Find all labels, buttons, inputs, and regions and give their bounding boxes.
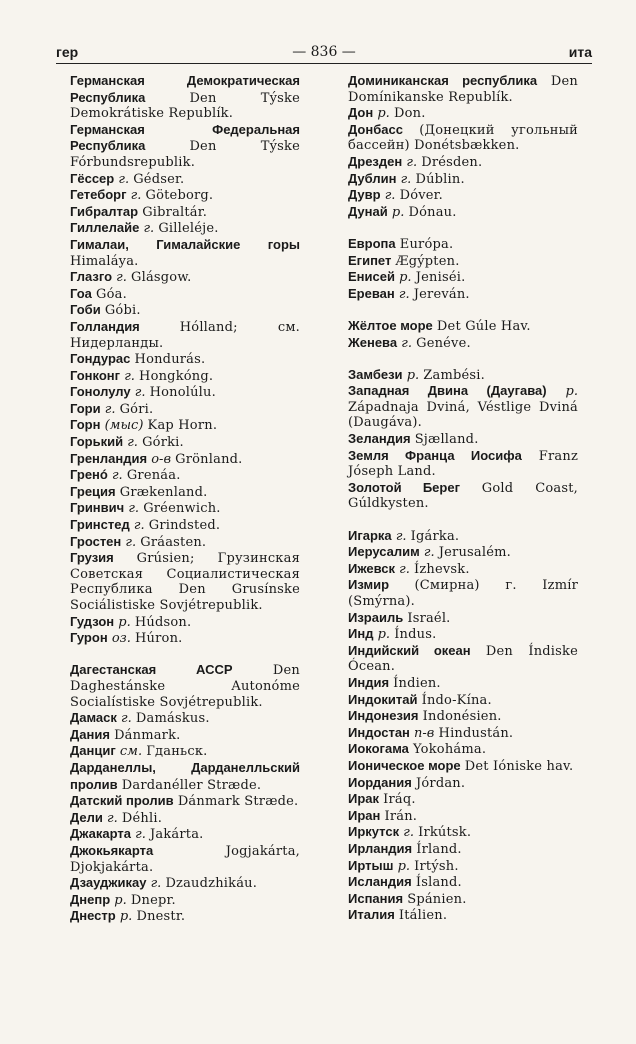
dictionary-entry: [348, 577, 578, 609]
dictionary-entry: [70, 614, 300, 631]
dictionary-entry: [348, 480, 578, 512]
entry-headword: Гонконг: [70, 367, 121, 383]
entry-translation: Irkútsk.: [418, 825, 472, 841]
entry-translation: Göteborg.: [145, 188, 214, 204]
entry-label: г.: [134, 385, 146, 401]
dictionary-entry: [348, 236, 578, 253]
entry-headword: Жёлтое море: [348, 317, 433, 333]
entry-translation: Irtýsh.: [414, 858, 459, 874]
entry-translation: Grenáa.: [126, 468, 181, 484]
section-gap: [70, 647, 300, 663]
dictionary-entry: [70, 286, 300, 303]
entry-headword: Европа: [348, 235, 396, 251]
entry-label: о-в: [151, 451, 172, 467]
entry-translation: Góbi.: [104, 303, 141, 319]
right-column: [348, 73, 578, 924]
entry-translation: Gibraltár.: [142, 204, 208, 220]
entry-translation: Dánmark.: [114, 727, 181, 743]
entry-translation: Den Domínikanske Republík.: [348, 74, 578, 105]
dictionary-entry: [70, 451, 300, 468]
entry-headword: Гренó: [70, 467, 108, 483]
entry-label: г.: [104, 401, 116, 417]
entry-label: г.: [400, 171, 412, 187]
entry-headword: Израиль: [348, 609, 404, 625]
entry-headword: Джокьякарта: [70, 842, 154, 858]
entry-translation: Grúsien; Грузинская Советская Социалистическая Республика Den Grusínske Sociálistiske Sovjétrepublik.: [70, 551, 300, 613]
header-rule: [56, 63, 592, 64]
dictionary-entry: [348, 758, 578, 775]
entry-headword: Дон: [348, 105, 374, 121]
entry-label: г.: [423, 545, 435, 561]
dictionary-entry: [70, 302, 300, 319]
dictionary-entry: [348, 318, 578, 335]
entry-headword: Западная Двина (Даугава): [348, 383, 547, 399]
entry-translation: Grönland.: [175, 451, 243, 467]
dictionary-entry: [348, 858, 578, 875]
entry-label: р.: [114, 892, 127, 908]
page-header: [56, 40, 592, 64]
entry-label: г.: [125, 534, 137, 550]
entry-translation: Dnepr.: [130, 892, 176, 908]
entry-label: р.: [119, 909, 133, 925]
entry-headword: Днестр: [70, 908, 116, 924]
dictionary-entry: [70, 908, 300, 925]
entry-headword: Гоби: [70, 302, 101, 318]
entry-headword: Исландия: [348, 874, 412, 890]
dictionary-entry: [348, 775, 578, 792]
entry-headword: Испания: [348, 890, 404, 906]
dictionary-entry: [70, 484, 300, 501]
entry-headword: Германская Демократическая Республика: [70, 73, 300, 105]
entry-headword: Индия: [348, 674, 390, 690]
dictionary-entry: [70, 204, 300, 221]
header-right-guide-word: ита: [568, 44, 592, 60]
entry-label: р.: [118, 614, 131, 630]
dictionary-entry: [70, 122, 300, 171]
entry-headword: Горький: [70, 434, 124, 450]
entry-headword: Иордания: [348, 774, 412, 790]
entry-headword: Дагестанская АССР: [70, 662, 233, 678]
dictionary-entry: [348, 154, 578, 171]
entry-translation: Sjælland.: [414, 432, 479, 448]
entry-label: см.: [119, 744, 143, 760]
entry-translation: Jeniséi.: [415, 270, 466, 286]
entry-headword: Ирак: [348, 791, 380, 807]
page-number: — 836 —: [292, 44, 356, 60]
dictionary-entry: [348, 791, 578, 808]
dictionary-entry: [348, 675, 578, 692]
dictionary-entry: [348, 874, 578, 891]
entry-headword: Замбези: [348, 366, 403, 382]
header-left-guide-word: гер: [56, 44, 79, 60]
entry-translation: Hólland; см. Нидерланды.: [70, 319, 300, 351]
entry-label: г.: [121, 711, 132, 727]
entry-translation: Glásgow.: [131, 270, 192, 286]
dictionary-entry: [348, 286, 578, 303]
dictionary-entry: [348, 187, 578, 204]
entry-headword: Дрезден: [348, 153, 403, 169]
entry-headword: Гоа: [70, 285, 92, 301]
dictionary-entry: [70, 171, 300, 188]
dictionary-entry: [348, 269, 578, 286]
entry-label: г.: [399, 561, 410, 577]
entry-headword: Италия: [348, 907, 395, 923]
entry-label: (мыс): [104, 418, 144, 434]
entry-translation: Indonésien.: [422, 709, 502, 725]
entry-translation: Itálien.: [398, 908, 448, 924]
section-gap: [348, 512, 578, 528]
entry-translation: Gold Coast, Gúldkysten.: [348, 480, 578, 512]
entry-headword: Индокитай: [348, 691, 418, 707]
dictionary-entry: [70, 500, 300, 517]
entry-label: г.: [135, 827, 146, 843]
entry-label: г.: [128, 501, 140, 517]
entry-headword: Гренландия: [70, 450, 148, 466]
entry-label: р.: [391, 204, 405, 220]
entry-headword: Ионическое море: [348, 757, 461, 773]
entry-headword: Измир: [348, 577, 390, 593]
entry-label: п-в: [414, 725, 435, 741]
entry-translation: Górki.: [142, 435, 184, 451]
entry-headword: Ереван: [348, 285, 395, 301]
entry-label: г.: [133, 518, 145, 534]
entry-translation: Gráasten.: [140, 534, 207, 550]
dictionary-entry: [348, 122, 578, 154]
entry-translation: Den Týske Demokrátiske Republík.: [70, 90, 300, 122]
entry-translation: Kap Horn.: [147, 418, 218, 434]
entry-headword: Дарданеллы, Дарданелльский пролив: [70, 759, 300, 792]
entry-label: р.: [397, 858, 411, 874]
entry-headword: Земля Франца Иосифа: [348, 447, 522, 463]
entry-translation: Den Índiske Ócean.: [348, 643, 578, 675]
entry-headword: Горн: [70, 417, 101, 433]
entry-headword: Гринстед: [70, 517, 130, 533]
entry-translation: Ægýpten.: [395, 253, 460, 269]
dictionary-entry: [70, 743, 300, 760]
entry-translation: Ízhevsk.: [414, 561, 470, 577]
dictionary-entry: [348, 741, 578, 758]
dictionary-entry: [70, 843, 300, 875]
entry-translation: Índien.: [393, 675, 441, 691]
entry-label: р.: [565, 384, 578, 400]
entry-translation: Honolúlu.: [149, 385, 216, 401]
entry-label: р.: [406, 367, 420, 383]
entry-headword: Дели: [70, 809, 103, 825]
entry-headword: Дамаск: [70, 710, 117, 726]
entry-label: г.: [143, 221, 155, 237]
dictionary-entry: [70, 237, 300, 269]
entry-translation: Israél.: [407, 610, 451, 626]
entry-headword: Иркутск: [348, 824, 400, 840]
entry-label: г.: [116, 270, 127, 286]
dictionary-entry: [70, 517, 300, 534]
dictionary-entry: [348, 808, 578, 825]
dictionary-entry: [348, 692, 578, 709]
entry-translation: Det Gúle Hav.: [436, 318, 531, 334]
entry-translation: Genéve.: [416, 335, 471, 351]
entry-translation: Spánien.: [407, 891, 467, 907]
entry-headword: Донбасс: [348, 121, 403, 137]
entry-translation: Drésden.: [421, 154, 483, 170]
entry-headword: Доминиканская республика: [348, 73, 538, 88]
entry-translation: Déhli.: [121, 810, 163, 826]
entry-headword: Гиллелайе: [70, 220, 140, 236]
dictionary-entry: [348, 528, 578, 545]
entry-headword: Дания: [70, 726, 110, 742]
entry-headword: Иерусалим: [348, 544, 420, 560]
dictionary-entry: [348, 561, 578, 578]
dictionary-entry: [70, 793, 300, 810]
section-gap: [348, 220, 578, 236]
dictionary-entry: [348, 824, 578, 841]
dictionary-entry: [70, 351, 300, 368]
entry-headword: Иокогама: [348, 741, 409, 757]
entry-label: г.: [384, 188, 396, 204]
entry-translation: Det Ióniske hav.: [464, 758, 574, 774]
entry-headword: Ирландия: [348, 840, 413, 856]
entry-translation: Franz Jóseph Land.: [348, 448, 578, 480]
entry-translation: Índus.: [394, 627, 437, 643]
dictionary-entry: [348, 643, 578, 675]
entry-label: г.: [118, 171, 130, 187]
entry-headword: Данциг: [70, 743, 116, 759]
entry-headword: Дублин: [348, 170, 397, 186]
entry-headword: Игарка: [348, 527, 392, 543]
entry-translation: Iráq.: [383, 792, 416, 808]
section-gap: [348, 351, 578, 367]
entry-translation: Jakárta.: [149, 827, 204, 843]
entry-translation: Dóver.: [399, 188, 443, 204]
entry-headword: Иртыш: [348, 857, 394, 873]
dictionary-entry: [348, 383, 578, 431]
entry-headword: Дзауджикау: [70, 875, 147, 891]
dictionary-entry: [70, 892, 300, 909]
dictionary-entry: [348, 73, 578, 105]
entry-headword: Гонолулу: [70, 384, 131, 400]
entry-translation: Dúblin.: [415, 171, 465, 187]
dictionary-entry: [70, 662, 300, 710]
entry-label: г.: [398, 286, 410, 302]
entry-headword: Индийский океан: [348, 642, 471, 658]
entry-headword: Инд: [348, 626, 374, 642]
dictionary-entry: [70, 810, 300, 827]
entry-headword: Греция: [70, 483, 116, 499]
dictionary-entry: [348, 431, 578, 448]
dictionary-entry: [348, 448, 578, 480]
left-column: [70, 73, 300, 925]
dictionary-entry: [70, 710, 300, 727]
entry-translation: Jereván.: [413, 286, 470, 302]
dictionary-entry: [70, 220, 300, 237]
entry-translation: Jerusalém.: [438, 545, 511, 561]
entry-label: г.: [127, 435, 138, 451]
entry-translation: Húron.: [135, 631, 183, 647]
entry-translation: Den Daghestánske Autonóme Socialístiske Sovjétrepublik.: [70, 663, 300, 710]
entry-headword: Гурон: [70, 630, 108, 646]
entry-translation: Gréenwich.: [143, 501, 221, 517]
entry-translation: Gilleléje.: [158, 221, 219, 237]
entry-label: г.: [124, 368, 135, 384]
entry-translation: (Смирна) г. Izmír (Smýrna).: [348, 578, 578, 609]
entry-headword: Гондурас: [70, 351, 131, 367]
entry-translation: Góa.: [96, 286, 127, 302]
entry-label: р.: [399, 270, 412, 286]
entry-label: г.: [111, 468, 123, 484]
dictionary-entry: [348, 544, 578, 561]
entry-headword: Джакарта: [70, 826, 131, 842]
entry-translation: Yokoháma.: [413, 742, 487, 758]
dictionary-entry: [70, 875, 300, 892]
entry-label: г.: [395, 528, 407, 544]
entry-headword: Гибралтар: [70, 203, 139, 219]
dictionary-entry: [70, 73, 300, 122]
entry-headword: Германская Федеральная Республика: [70, 121, 300, 154]
entry-label: г.: [107, 810, 118, 826]
entry-translation: Den Týske Fórbundsrepublik.: [70, 139, 300, 170]
entry-translation: Himaláya.: [70, 253, 139, 269]
entry-translation: Irán.: [384, 808, 418, 824]
entry-translation: Góri.: [119, 401, 154, 417]
dictionary-entry: [348, 105, 578, 122]
dictionary-entry: [348, 725, 578, 742]
dictionary-entry: [70, 630, 300, 647]
entry-translation: Dónau.: [408, 204, 457, 220]
entry-headword: Гринвич: [70, 500, 125, 516]
section-gap: [348, 302, 578, 318]
entry-headword: Гростен: [70, 533, 122, 549]
dictionary-entry: [70, 187, 300, 204]
entry-headword: Ижевск: [348, 560, 396, 576]
entry-headword: Индонезия: [348, 708, 419, 724]
entry-headword: Голландия: [70, 318, 140, 334]
entry-label: г.: [130, 188, 142, 204]
dictionary-entry: [348, 891, 578, 908]
entry-translation: Západnaja Dviná, Véstlige Dviná (Daugáva).: [348, 399, 578, 431]
entry-label: г.: [406, 154, 418, 170]
entry-translation: Hondurás.: [134, 352, 206, 368]
entry-headword: Дувр: [348, 187, 381, 203]
entry-label: г.: [401, 335, 412, 351]
dictionary-entry: [70, 319, 300, 351]
dictionary-entry: [348, 367, 578, 384]
entry-translation: Grindsted.: [148, 518, 221, 534]
dictionary-entry: [348, 335, 578, 352]
entry-label: г.: [403, 825, 414, 841]
entry-headword: Зеландия: [348, 431, 411, 447]
dictionary-entry: [70, 417, 300, 434]
entry-translation: Don.: [393, 106, 426, 122]
entry-label: р.: [377, 627, 391, 643]
entry-translation: Dardanéller Stræde.: [121, 777, 262, 793]
dictionary-entry: [348, 253, 578, 270]
dictionary-entry: [348, 626, 578, 643]
entry-translation: Írland.: [416, 841, 462, 857]
entry-headword: Днепр: [70, 891, 111, 907]
entry-translation: Damáskus.: [135, 711, 210, 727]
entry-headword: Грузия: [70, 550, 114, 566]
entry-translation: Índo-Kína.: [421, 692, 492, 708]
entry-headword: Египет: [348, 252, 392, 268]
entry-headword: Гималаи, Гималайские горы: [70, 236, 300, 252]
entry-translation: Dnestr.: [136, 909, 186, 925]
dictionary-entry: [348, 907, 578, 924]
dictionary-entry: [348, 610, 578, 627]
entry-headword: Енисей: [348, 269, 395, 285]
entry-translation: Jórdan.: [415, 775, 466, 791]
entry-translation: (Донецкий угольный бассейн) Donétsbækken.: [348, 122, 578, 154]
dictionary-entry: [70, 434, 300, 451]
entry-headword: Дунай: [348, 203, 388, 219]
entry-headword: Глазго: [70, 269, 113, 285]
entry-label: оз.: [111, 631, 131, 647]
entry-headword: Гори: [70, 400, 101, 416]
entry-label: р.: [377, 106, 390, 122]
entry-translation: Igárka.: [410, 528, 460, 544]
dictionary-entry: [348, 204, 578, 221]
entry-translation: Jogjakárta, Djokjakárta.: [70, 843, 300, 875]
entry-headword: Иран: [348, 807, 381, 823]
dictionary-entry: [348, 708, 578, 725]
entry-translation: Húdson.: [134, 614, 192, 630]
dictionary-entry: [70, 401, 300, 418]
entry-headword: Гудзон: [70, 613, 115, 629]
entry-translation: Grækenland.: [119, 484, 208, 500]
entry-translation: Gédser.: [133, 171, 185, 187]
entry-translation: Ísland.: [415, 875, 462, 891]
dictionary-entry: [70, 760, 300, 793]
entry-headword: Гетеборг: [70, 187, 127, 203]
dictionary-entry: [70, 727, 300, 744]
entry-translation: Európa.: [399, 236, 454, 252]
entry-headword: Индостан: [348, 724, 410, 740]
dictionary-entry: [348, 841, 578, 858]
dictionary-entry: [70, 384, 300, 401]
dictionary-entry: [70, 534, 300, 551]
entry-translation: Hindustán.: [438, 725, 514, 741]
entry-label: г.: [150, 876, 162, 892]
dictionary-entry: [348, 171, 578, 188]
entry-translation: Hongkóng.: [139, 368, 214, 384]
entry-headword: Золотой Берег: [348, 479, 460, 495]
dictionary-entry: [70, 269, 300, 286]
entry-translation: Zambési.: [423, 367, 485, 383]
dictionary-entry: [70, 826, 300, 843]
dictionary-entry: [70, 368, 300, 385]
entry-translation: Dánmark Stræde.: [177, 794, 299, 810]
dictionary-entry: [70, 467, 300, 484]
entry-headword: Женева: [348, 334, 398, 350]
entry-headword: Гёссер: [70, 170, 115, 186]
dictionary-entry: [70, 550, 300, 613]
entry-headword: Датский пролив: [70, 793, 174, 809]
entry-translation: Гданьск.: [146, 744, 208, 760]
entry-translation: Dzaudzhikáu.: [165, 876, 258, 892]
